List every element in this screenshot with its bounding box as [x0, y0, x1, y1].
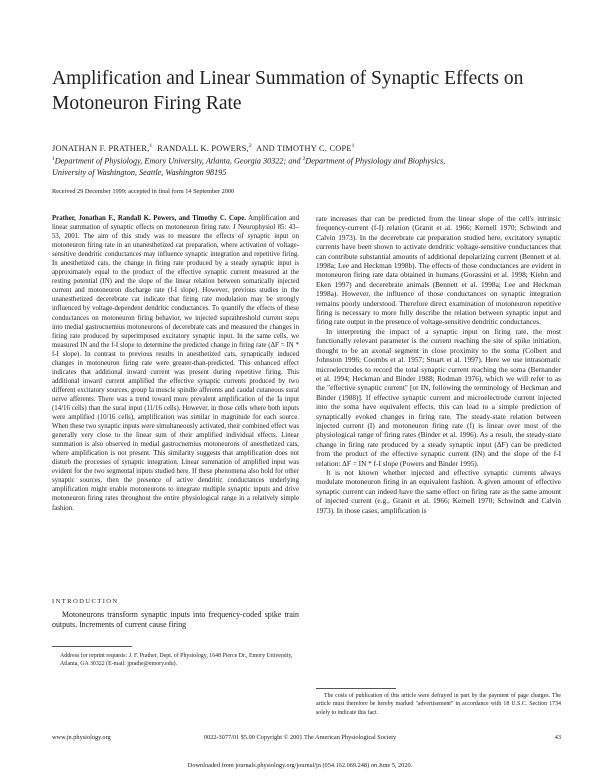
publication-costs-footnote: The costs of publication of this article were defrayed in part by the payment of page charges. The article must therefore be hereby marked "advertisement" in accordance with 18 U.S.C. Section 1734 solely to indicate this fact.	[316, 693, 561, 716]
page-number: 43	[554, 734, 561, 741]
affil-mark-1: 1	[52, 156, 55, 162]
affiliations	[52, 154, 552, 179]
footnote-divider-right	[316, 688, 396, 689]
author-1-affil-mark: 1	[149, 143, 153, 149]
introduction-text: Motoneurons transform synaptic inputs into frequency-coded spike train outputs. Increments of current cause firing	[52, 610, 299, 630]
author-list	[52, 141, 552, 154]
affiliation-line-1	[52, 154, 552, 167]
journal-url[interactable]: www.jn.physiology.org	[52, 734, 111, 741]
author-3-affil-mark: 1	[351, 143, 355, 149]
right-paragraph-1: rate increases that can be predicted from the linear slope of the cell's intrinsic frequency-current (f-I) relation (Granit et al. 1966; Kernell 1970; Schwindt and Calvin 1973). In the decerebrate cat preparation studied here, excitatory synaptic currents have been shown to activate dendritic voltage-sensitive conductances that can contribute substantial amounts of additional depolarizing current (Bennett et al. 1998a; Lee and Heckman 1998b). The effects of those conductances are evident in motoneuron firing rate data obtained in humans (Gorassini et al. 1998; Kiehn and Eken 1997) and decerebrate animals (Bennett et al. 1998a; Lee and Heckman 1998a). However, the influence of those conductances on synaptic integration remains poorly understood. Therefore direct examination of motoneuron repetitive firing is necessary to more fully describe the relation between synaptic input and firing rate output in the presence of voltage-sensitive dendritic conductances.	[316, 214, 561, 327]
abstract	[52, 214, 299, 594]
affiliation-1: Department of Physiology, Emory University, Atlanta, Georgia 30322; and	[54, 156, 301, 166]
article-title	[52, 66, 532, 116]
abstract-lead: Prather, Jonathan F., Randall K. Powers, and Timothy C. Cope.	[52, 215, 246, 222]
author-3: AND TIMOTHY C. COPE	[256, 143, 352, 153]
footnote-divider-left	[52, 646, 132, 647]
introduction-heading: INTRODUCTION	[52, 598, 119, 605]
right-paragraph-2: In interpreting the impact of a synaptic input on firing rate, the most functionally relevant parameter is the current reaching the site of spike initiation, thought to be an axonal segment in close proximity to the soma (Colbert and Johnston 1996; Coombs et al. 1957; Stuart et al. 1997). Here we use intrasomatic microelectrodes to record the total synaptic current reaching the soma (Bernander et al. 1994; Heckman and Binder 1988; Rodman 1976), which we will refer to as the "effective synaptic current" [or IN, following the terminology of Heckman and Binder (1988)]. If effective synaptic current and microelectrode current injected into the soma have equivalent effects, this can lead to a simple prediction of synaptically evoked changes in firing rate. The steady-state relation between injected current (I) and motoneuron firing rate (f) is linear over most of the physiological range of firing rates (Binder et al. 1996). As a result, the steady-state change in firing rate produced by a steady synaptic input (ΔF) can be predicted from the product of the effective synaptic current (IN) and the slope of the f-I relation: ΔF = IN * f-I slope (Powers and Binder 1995).	[316, 326, 561, 468]
download-notice: Downloaded from journals.physiology.org/journal/jn (054.162.069.248) on June 5, 2020.	[187, 762, 413, 769]
copyright-line: 0022-3077/01 $5.00 Copyright © 2001 The American Physiological Society	[203, 734, 397, 741]
right-paragraph-3: It is not known whether injected and effective synaptic currents always modulate motoneuron firing in an equivalent fashion. A given amount of effective synaptic current can indeed have the same effect on firing rate as the same amount of injected current (e.g., Granit et al. 1966; Kernell 1970; Schwindt and Calvin 1973). In those cases, amplification is	[316, 467, 561, 515]
author-2: RANDALL K. POWERS,	[157, 143, 249, 153]
affiliation-2-part-2: University of Washington, Seattle, Washington 98195	[52, 168, 227, 178]
affil-mark-2: 2	[302, 156, 306, 162]
title-line-1: Amplification and Linear Summation of Synaptic Effects on	[52, 68, 524, 89]
title-line-2: Motoneuron Firing Rate	[52, 93, 242, 114]
author-2-affil-mark: 2	[248, 143, 252, 149]
affiliation-2-part-1: Department of Physiology and Biophysics,	[305, 156, 446, 166]
received-dates: Received 29 December 1999; accepted in final form 14 September 2000	[52, 188, 235, 195]
reprint-address-footnote: Address for reprint requests: J. F. Prather, Dept. of Physiology, 1648 Pierce Dr., Emory University, Atlanta, GA 30322 (E-mail: jprathe@emory.edu).	[60, 653, 293, 668]
right-column	[316, 214, 561, 752]
abstract-body: Amplification and linear summation of synaptic effects on motoneuron firing rate. J Neurophysiol 85: 43–53, 2001. The aim of this study was to measure the effects of synaptic input on motoneuron firing rate in an unanesthetized cat preparation, where activation of voltage-sensitive dendritic conductances may influence synaptic integration and repetitive firing. In anesthetized cats, the change in firing rate produced by a steady synaptic input is approximately equal to the product of the effective synaptic current measured at the resting potential (IN) and the slope of the linear relation between somatically injected current and motoneuron discharge rate (f-I slope). However, previous studies in the unanesthetized decerebrate cat indicate that firing rate modulation may be strongly influenced by voltage-dependent dendritic conductances. To quantify the effects of these conductances on motoneuron firing behavior, we injected suprathreshold current steps into medial gastrocnemius motoneurons of decerebrate cats and measured the changes in firing rate produced by superimposed excitatory synaptic input. In the same cells, we measured IN and the f-I slope to determine the predicted change in firing rate (ΔF = IN * f-I slope). In contrast to previous results in anesthetized cats, synaptically induced changes in motoneuron firing rate were greater-than-predicted. This enhanced effect indicates that additional inward current was present during repetitive firing. This additional inward current amplified the effective synaptic currents produced by two different excitatory sources, group Ia muscle spindle afferents and caudal cutaneous sural nerve afferents. There was a trend toward more prevalent amplification of the Ia input (14/16 cells) than the sural input (11/16 cells). However, in those cells where both inputs were amplified (10/16 cells), amplification was similar in magnitude for each source. When these two synaptic inputs were simultaneously activated, their combined effect was generally very close to the linear sum of their amplified individual effects. Linear summation is also observed in medial gastrocnemius motoneurons of anesthetized cats, where amplification is not present. This similarity suggests that amplification does not disturb the processes of synaptic integration. Linear summation of amplified input was evident for the two segmental inputs studied here. If these phenomena also hold for other synaptic sources, then the presence of active dendritic conductances underlying amplification might enable motoneurons to integrate multiple synaptic inputs and drive motoneuron firing rates throughout the entire physiological range in a relatively simple fashion.	[52, 215, 299, 512]
author-1: JONATHAN F. PRATHER,	[52, 143, 150, 153]
